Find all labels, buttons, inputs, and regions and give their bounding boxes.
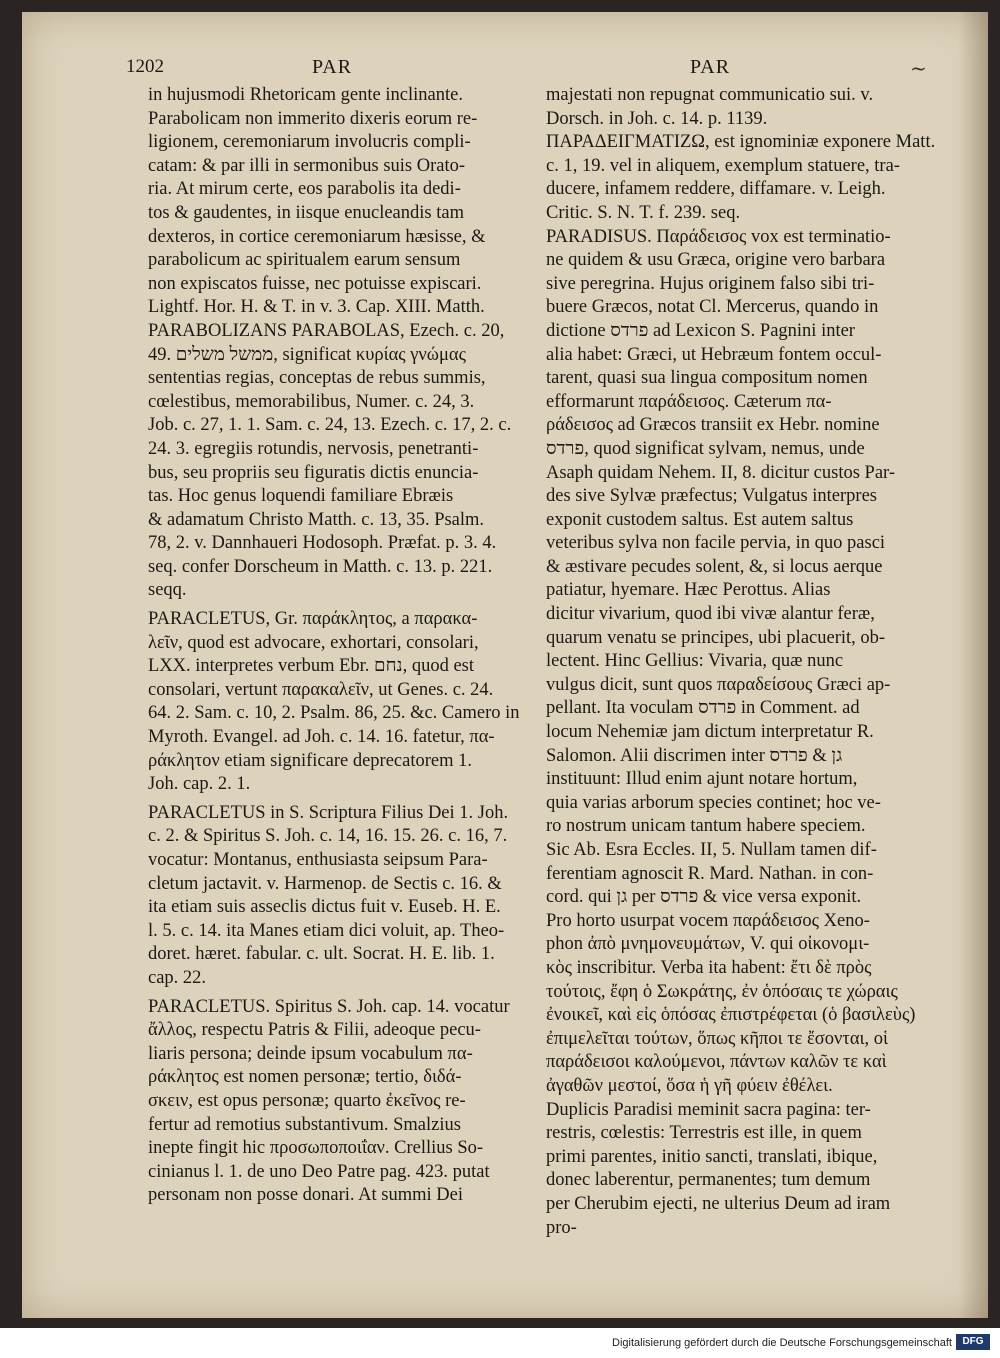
text-line: ro nostrum unicam tantum habere speciem.	[546, 816, 866, 837]
right-headword: PAR	[690, 56, 731, 78]
text-line: lectent. Hinc Gellius: Vivaria, quæ nunc	[546, 651, 844, 672]
text-line: consolari, vertunt παρακαλεῖν, ut Genes. c. 24.	[148, 679, 494, 700]
text-line: ducere, infamem reddere, diffamare. v. Leigh.	[546, 179, 886, 200]
right-column	[546, 84, 936, 1240]
text-line: phon ἀπὸ μνημονευμάτων, V. qui οἰκονομι-	[546, 934, 870, 955]
text-line: Duplicis Paradisi meminit sacra pagina: ter-	[546, 1099, 871, 1120]
text-line: ράδεισος ad Græcos transiit ex Hebr. nomine	[546, 415, 880, 436]
text-line: patiatur, hyemare. Hæc Perottus. Alias	[546, 580, 831, 601]
text-line: τούτοις, ἔφη ὁ Σωκράτης, ἐν ὁπόσαις τε χώραις	[546, 981, 898, 1002]
text-line: quarum venatu se principes, ubi placuerit, ob-	[546, 627, 886, 648]
text-line: seq. confer Dorscheum in Matth. c. 13. p. 221.	[148, 556, 493, 577]
text-line: majestati non repugnat communicatio sui. v.	[546, 85, 874, 105]
text-line: Myroth. Evangel. ad Joh. c. 14. 16. fatetur, πα-	[148, 727, 495, 748]
text-line: ἐνοικεῖ, καὶ εἰς ὁπόσας ἐπιστρέφεται (ὁ βασιλεὺς)	[546, 1005, 916, 1026]
text-line: tarent, quasi sua lingua compositum nomen	[546, 368, 868, 389]
text-line: פרדס, quod significat sylvam, nemus, unde	[546, 438, 865, 459]
text-line: tos & gaudentes, in iisque enucleandis tam	[148, 202, 464, 223]
text-line: cletum jactavit. v. Harmenop. de Sectis c. 16. &	[148, 873, 502, 894]
text-line: fertur ad remotius substantivum. Smalzius	[148, 1114, 461, 1135]
text-line: non expiscatos fuisse, nec potuisse expiscari.	[148, 273, 482, 294]
text-line: PARACLETUS in S. Scriptura Filius Dei 1. Joh.	[148, 802, 509, 823]
text-line: Parabolicam non immerito dixeris eorum re-	[148, 108, 478, 129]
text-line: 78, 2. v. Dannhaueri Hodosoph. Præfat. p. 3. 4.	[148, 533, 497, 554]
text-line: seqq.	[148, 580, 187, 601]
text-line: ΠΑΡΑΔΕΙΓΜΑΤΙΖΩ, est ignominiæ exponere Matt.	[546, 132, 936, 153]
text-line: σκειν, est opus personæ; quarto ἐκεῖνος re-	[148, 1090, 466, 1111]
text-line: dictione פרדס ad Lexicon S. Pagnini inter	[546, 320, 855, 341]
text-line: quia varias arborum species continet; hoc ve-	[546, 792, 881, 813]
text-line: in hujusmodi Rhetoricam gente inclinante.	[148, 85, 463, 105]
text-line: personam non posse donari. At summi Dei	[148, 1185, 463, 1206]
footer-bar	[0, 1328, 1000, 1358]
left-column	[148, 84, 544, 1208]
text-line: locum Nehemiæ jam dictum interpretatur R.	[546, 722, 874, 743]
text-line: des sive Sylvæ præfectus; Vulgatus interpres	[546, 486, 877, 507]
text-line: per Cherubim ejecti, ne ulterius Deum ad iram	[546, 1193, 891, 1214]
text-line: dexteros, in cortice ceremoniarum hæsisse, &	[148, 226, 486, 247]
text-line: donec laberentur, permanentes; tum demum	[546, 1170, 871, 1191]
text-line: instituunt: Illud enim ajunt notare hortum,	[546, 769, 858, 790]
text-line: PARABOLIZANS PARABOLAS, Ezech. c. 20,	[148, 320, 505, 341]
text-line: vocatur: Montanus, enthusiasta seipsum Para-	[148, 850, 488, 870]
text-line: primi parentes, initio sancti, translati, ibique,	[546, 1146, 878, 1167]
text-line: 64. 2. Sam. c. 10, 2. Psalm. 86, 25. &c. Camero in	[148, 703, 520, 724]
text-line: dicitur vivarium, quod ibi vivæ alantur feræ,	[546, 604, 875, 625]
text-line: cinianus l. 1. de uno Deo Patre pag. 423. putat	[148, 1161, 490, 1182]
text-line: & æstivare pecudes solent, &, si locus aerque	[546, 556, 883, 577]
text-line: cœlestibus, memorabilibus, Numer. c. 24, 3.	[148, 391, 475, 412]
text-line: tas. Hoc genus loquendi familiare Ebræis	[148, 486, 454, 507]
text-line: ne quidem & usu Græca, origine vero barbara	[546, 250, 886, 271]
text-line: ἀγαθῶν μεστοί, ὅσα ἡ γῆ φύειν ἐθέλει.	[546, 1075, 833, 1096]
text-line: λεῖν, quod est advocare, exhortari, consolari,	[148, 632, 479, 653]
text-line: Job. c. 27, 1. 1. Sam. c. 24, 13. Ezech. c. 17, 2. c.	[148, 415, 512, 436]
text-line: Pro horto usurpat vocem παράδεισος Xeno-	[546, 910, 870, 931]
text-line: 24. 3. egregiis rotundis, nervosis, penetranti-	[148, 438, 479, 459]
text-line: LXX. interpretes verbum Ebr. נחם, quod est	[148, 656, 474, 677]
text-line: exponit custodem saltus. Est autem saltus	[546, 509, 854, 530]
text-line: ria. At mirum certe, eos parabolis ita dedi-	[148, 179, 461, 200]
text-line: PARACLETUS, Gr. παράκλητος, a παρακα-	[148, 609, 478, 630]
text-line: & adamatum Christo Matth. c. 13, 35. Psalm.	[148, 509, 485, 530]
text-line: Critic. S. N. T. f. 239. seq.	[546, 202, 741, 223]
text-line: parabolicum ac spiritualem earum sensum	[148, 250, 461, 271]
text-line: vulgus dicit, sunt quos παραδείσους Græci ap-	[546, 674, 891, 695]
text-line: pro-	[546, 1217, 577, 1238]
text-line: liaris persona; deinde ipsum vocabulum πα-	[148, 1043, 473, 1064]
margin-mark: ~	[910, 56, 927, 80]
text-line: restris, cœlestis: Terrestris est ille, in quem	[546, 1123, 862, 1144]
text-line: bus, seu propriis seu figuratis dictis enuncia-	[148, 462, 479, 483]
text-line: Sic Ab. Esra Eccles. II, 5. Nullam tamen dif-	[546, 840, 877, 860]
text-line: Dorsch. in Joh. c. 14. p. 1139.	[546, 108, 768, 129]
text-line: παράδεισοι καλούμενοι, πάντων καλῶν τε καὶ	[546, 1052, 887, 1073]
page-number: 1202	[126, 56, 164, 77]
text-line: c. 1, 19. vel in aliquem, exemplum statuere, tra-	[546, 155, 900, 176]
text-line: κὸς inscribitur. Verba ita habent: ἔτι δὲ πρὸς	[546, 957, 872, 978]
text-line: alia habet: Græci, ut Hebræum fontem occul-	[546, 344, 882, 365]
text-line: Salomon. Alii discrimen inter גן & פרדס	[546, 745, 843, 766]
text-line: PARACLETUS. Spiritus S. Joh. cap. 14. vocatur	[148, 996, 510, 1017]
text-line: efformarunt παράδεισος. Cæterum πα-	[546, 391, 832, 412]
text-line: cord. qui גן per פרדס & vice versa exponit.	[546, 887, 862, 908]
text-line: ferentiam agnoscit R. Mard. Nathan. in con-	[546, 863, 874, 884]
text-line: pellant. Ita voculam פרדס in Comment. ad	[546, 698, 860, 719]
text-line: inepte fingit hic προσωποποιΐαν. Crellius So-	[148, 1138, 484, 1159]
text-line: catam: & par illi in sermonibus suis Orato-	[148, 155, 466, 176]
text-line: ράκλητος est nomen personæ; tertio, διδά-	[148, 1067, 462, 1088]
text-line: doret. hæret. fabular. c. ult. Socrat. H. E. lib. 1.	[148, 944, 495, 965]
text-line: ἐπιμελεῖται τούτων, ὅπως κῆποι τε ἔσονται, οἱ	[546, 1028, 888, 1049]
funding-notice: Digitalisierung gefördert durch die Deutsche Forschungsgemeinschaft	[612, 1337, 952, 1349]
text-line: ράκλητον etiam significare deprecatorem 1.	[148, 750, 472, 771]
text-line: PARADISUS. Παράδεισος vox est terminatio-	[546, 226, 891, 247]
text-line: l. 5. c. 14. ita Manes etiam dici voluit, ap. Theo-	[148, 920, 505, 941]
left-headword: PAR	[312, 56, 353, 78]
dfg-logo: DFG	[956, 1334, 990, 1350]
text-line: c. 2. & Spiritus S. Joh. c. 14, 16. 15. 26. c. 16, 7.	[148, 826, 508, 847]
text-line: cap. 22.	[148, 967, 207, 988]
text-line: buere Græcos, notat Cl. Mercerus, quando in	[546, 297, 879, 318]
text-line: sive peregrina. Hujus originem falso sibi tri-	[546, 273, 875, 294]
text-line: ligionem, ceremoniarum involucris compli-	[148, 132, 471, 153]
text-line: Joh. cap. 2. 1.	[148, 774, 251, 795]
text-line: ita etiam suis asseclis dictus fuit v. Euseb. H. E.	[148, 897, 501, 918]
text-line: ἄλλος, respectu Patris & Filii, adeoque pecu-	[148, 1020, 481, 1041]
text-line: veteribus sylva non facile pervia, in quo pasci	[546, 533, 886, 554]
text-line: Asaph quidam Nehem. II, 8. dicitur custos Par-	[546, 462, 895, 483]
text-line: 49. ממשל משלים, significat κυρίας γνώμας	[148, 344, 466, 365]
text-line: sententias regias, conceptas de rebus summis,	[148, 368, 486, 389]
text-line: Lightf. Hor. H. & T. in v. 3. Cap. XIII. Matth.	[148, 297, 485, 318]
